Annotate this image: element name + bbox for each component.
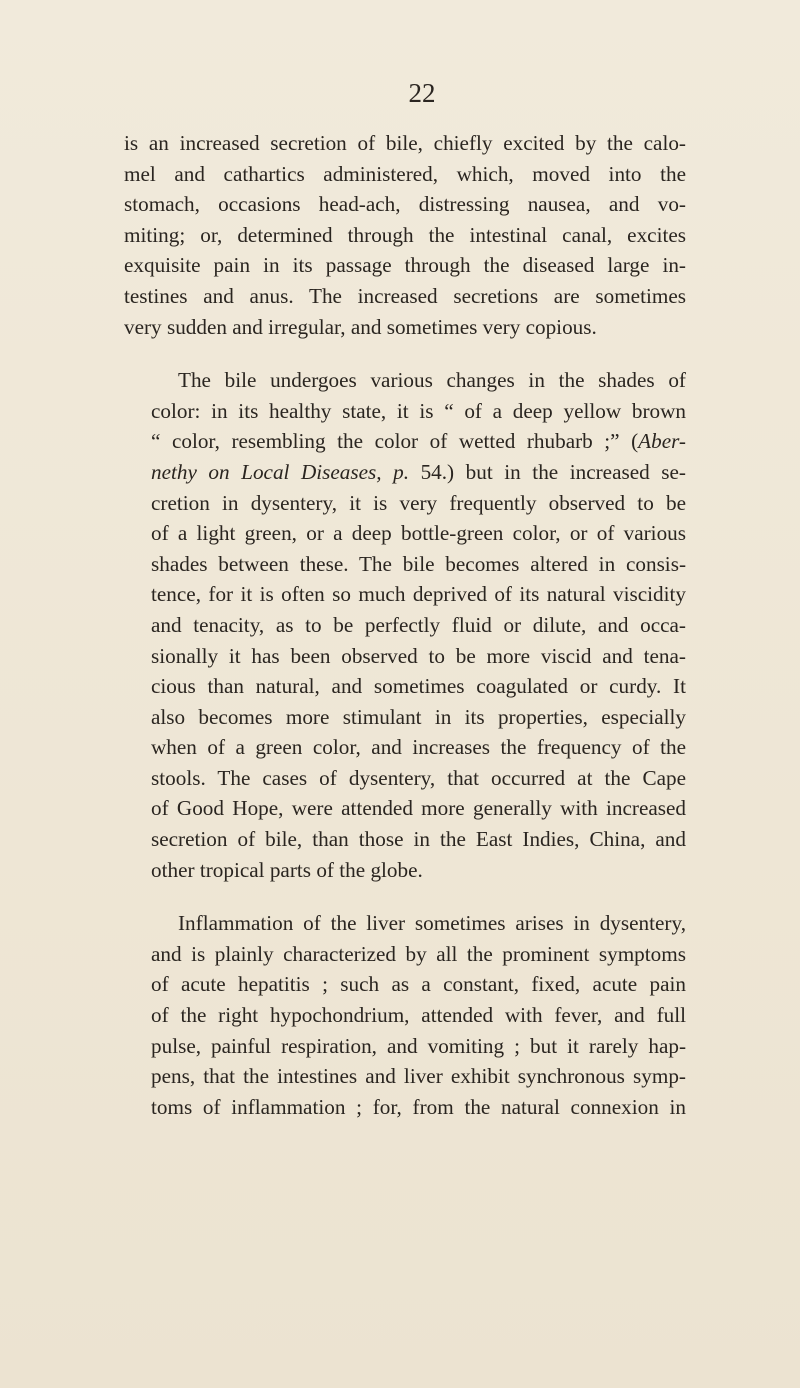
text-line: is an increased secretion of bile, chiefly excited by the calo- bbox=[124, 131, 686, 155]
citation-italic: Aber- bbox=[638, 429, 686, 454]
text-line bbox=[124, 426, 686, 457]
paragraph-1 bbox=[124, 128, 686, 342]
text-line: of acute hepatitis ; such as a constant, fixed, acute pain bbox=[151, 972, 686, 997]
text-line: of Good Hope, were attended more generally with increased bbox=[151, 796, 686, 821]
text-fragment: 54.) but in the increased se- bbox=[409, 459, 686, 484]
text-line: when of a green color, and increases the frequency of the bbox=[151, 735, 686, 760]
text-line: and tenacity, as to be perfectly fluid or dilute, and occa- bbox=[151, 612, 686, 637]
text-line: Inflammation of the liver sometimes arises in dysentery, bbox=[178, 911, 686, 936]
text-line: tence, for it is often so much deprived of its natural viscidity bbox=[151, 582, 686, 607]
text-line: mel and cathartics administered, which, moved into the bbox=[124, 161, 686, 186]
text-line: stools. The cases of dysentery, that occurred at the Cape bbox=[151, 765, 686, 790]
text-line: also becomes more stimulant in its properties, especially bbox=[151, 704, 686, 729]
text-line: miting; or, determined through the intestinal canal, excites bbox=[124, 222, 686, 247]
text-line: and is plainly characterized by all the prominent symptoms bbox=[151, 941, 686, 966]
citation-italic: nethy on Local Diseases, p. bbox=[151, 459, 410, 484]
text-line: cretion in dysentery, it is very frequently observed to be bbox=[151, 490, 686, 515]
text-line: color: in its healthy state, it is “ of a deep yellow brown bbox=[151, 398, 686, 423]
text-line: secretion of bile, than those in the East Indies, China, and bbox=[151, 827, 686, 852]
text-line: toms of inflammation ; for, from the natural connexion in bbox=[151, 1094, 686, 1119]
text-line: stomach, occasions head-ach, distressing nausea, and vo- bbox=[124, 192, 686, 217]
text-line: The bile undergoes various changes in the shades of bbox=[178, 368, 686, 393]
paragraph-2 bbox=[124, 365, 686, 885]
text-line: shades between these. The bile becomes altered in consis- bbox=[151, 551, 686, 576]
text-line: pens, that the intestines and liver exhibit synchronous symp- bbox=[151, 1064, 686, 1089]
text-line: pulse, painful respiration, and vomiting ; but it rarely hap- bbox=[151, 1033, 686, 1058]
text-line: cious than natural, and sometimes coagulated or curdy. It bbox=[151, 674, 686, 699]
text-line: other tropical parts of the globe. bbox=[151, 857, 423, 882]
text-line: of the right hypochondrium, attended with fever, and full bbox=[151, 1003, 686, 1028]
text-line: testines and anus. The increased secretions are sometimes bbox=[124, 283, 686, 308]
text-line bbox=[124, 457, 686, 488]
text-line: of a light green, or a deep bottle-green color, or of various bbox=[151, 521, 686, 546]
body-text bbox=[124, 128, 686, 1122]
page-number: 22 bbox=[408, 78, 436, 108]
text-fragment: “ color, resembling the color of wetted rhubarb ;” ( bbox=[151, 429, 639, 454]
text-line: sionally it has been observed to be more viscid and tena- bbox=[151, 643, 686, 668]
text-line: very sudden and irregular, and sometimes very copious. bbox=[124, 314, 597, 339]
paragraph-3 bbox=[124, 908, 686, 1122]
text-line: exquisite pain in its passage through the diseased large in- bbox=[124, 253, 686, 278]
